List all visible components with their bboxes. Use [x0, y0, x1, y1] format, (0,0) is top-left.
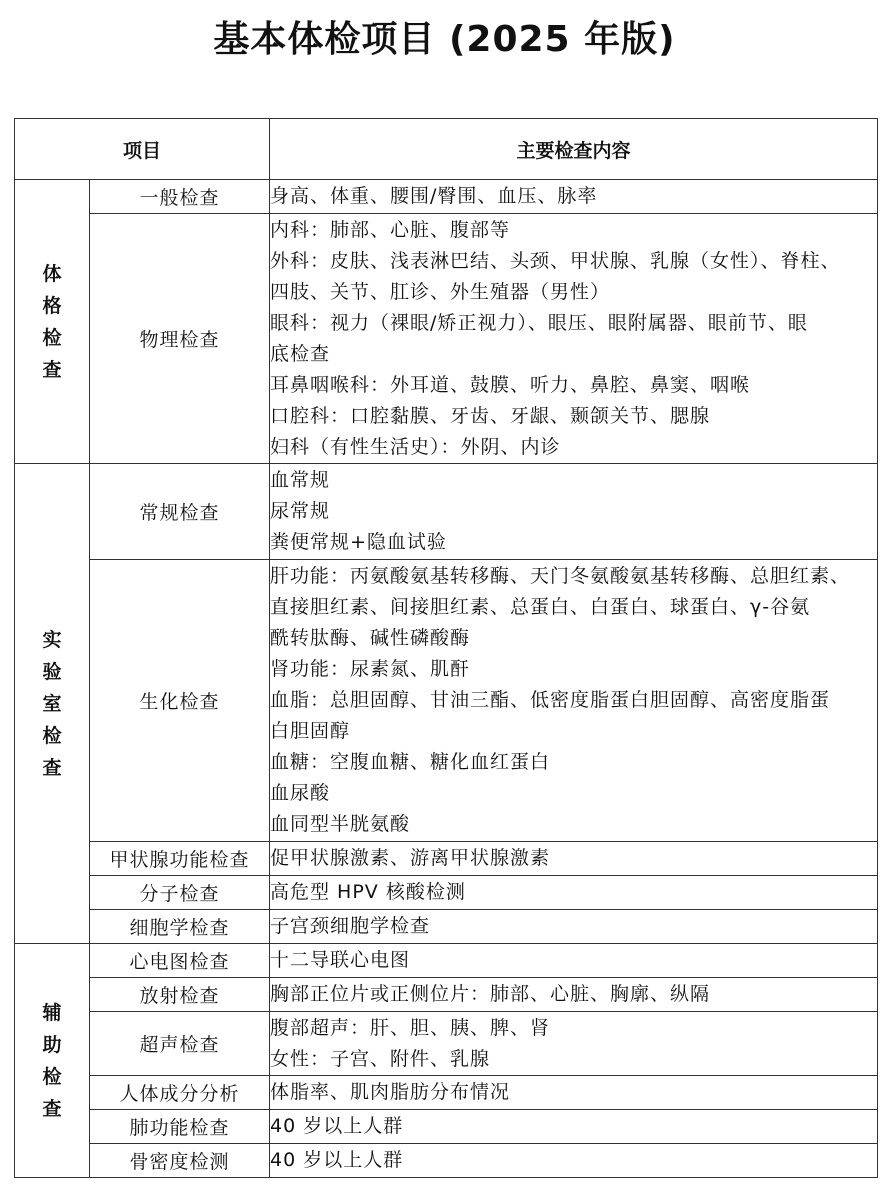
content-line: 女性：子宫、附件、乳腺 [270, 1047, 491, 1070]
content-line: 口腔科：口腔黏膜、牙齿、牙龈、颞颌关节、腮腺 [270, 404, 711, 427]
item-name-cell: 物理检查 [90, 214, 270, 464]
content-line: 白胆固醇 [270, 720, 351, 742]
header-content: 主要检查内容 [270, 119, 878, 180]
content-line: 四肢、关节、肛诊、外生殖器（男性） [270, 280, 611, 303]
item-content-cell [270, 876, 878, 910]
table-row [15, 464, 878, 560]
table-header-row [15, 119, 878, 180]
item-content-cell [270, 1144, 878, 1178]
item-name-cell: 生化检查 [90, 560, 270, 842]
content-line: 妇科（有性生活史）：外阴、内诊 [270, 435, 561, 458]
category-char: 检 [42, 724, 62, 747]
content-line: 胸部正位片或正侧位片：肺部、心脏、胸廓、纵隔 [270, 983, 711, 1005]
item-name-cell: 人体成分分析 [90, 1076, 270, 1110]
content-line: 酰转肽酶、碱性磷酸酶 [270, 627, 471, 649]
category-char: 检 [42, 1065, 62, 1088]
category-char: 格 [42, 294, 62, 317]
content-line: 肝功能：丙氨酸氨基转移酶、天门冬氨酸氨基转移酶、总胆红素、 [270, 565, 851, 587]
content-line: 耳鼻咽喉科：外耳道、鼓膜、听力、鼻腔、鼻窦、咽喉 [270, 373, 751, 396]
item-content-cell [270, 1012, 878, 1076]
content-line: 血糖：空腹血糖、糖化血红蛋白 [270, 751, 551, 773]
content-line: 血常规 [270, 469, 331, 491]
table-row [15, 180, 878, 214]
item-name-cell: 心电图检查 [90, 944, 270, 978]
category-char: 验 [42, 660, 62, 683]
content-line: 尿常规 [270, 500, 331, 522]
content-line: 体脂率、肌肉脂肪分布情况 [270, 1081, 511, 1103]
item-content-cell [270, 1110, 878, 1144]
category-char: 助 [42, 1033, 62, 1056]
category-char: 辅 [42, 1001, 62, 1024]
table-row [15, 944, 878, 978]
category-char: 室 [42, 692, 62, 715]
item-content-cell [270, 560, 878, 842]
content-line: 外科：皮肤、浅表淋巴结、头颈、甲状腺、乳腺（女性）、脊柱、 [270, 249, 841, 272]
exam-items-table [14, 118, 878, 1178]
content-line: 底检查 [270, 342, 331, 365]
content-line: 肾功能：尿素氮、肌酐 [270, 658, 471, 680]
content-line: 腹部超声：肝、胆、胰、脾、肾 [270, 1016, 551, 1039]
table-row [15, 1144, 878, 1178]
table-row [15, 978, 878, 1012]
category-char: 实 [42, 628, 62, 651]
item-name-cell: 骨密度检测 [90, 1144, 270, 1178]
content-line: 血脂：总胆固醇、甘油三酯、低密度脂蛋白胆固醇、高密度脂蛋 [270, 689, 831, 711]
item-content-cell [270, 1076, 878, 1110]
category-cell [15, 464, 90, 944]
category-cell [15, 180, 90, 464]
table-row [15, 1076, 878, 1110]
item-name-cell: 分子检查 [90, 876, 270, 910]
item-name-cell: 常规检查 [90, 464, 270, 560]
table-row [15, 1110, 878, 1144]
item-content-cell [270, 842, 878, 876]
item-content-cell [270, 910, 878, 944]
table-body [15, 180, 878, 1178]
content-line: 血尿酸 [270, 782, 331, 804]
content-line: 40 岁以上人群 [270, 1149, 404, 1171]
item-content-cell [270, 978, 878, 1012]
content-line: 血同型半胱氨酸 [270, 813, 411, 835]
item-name-cell: 超声检查 [90, 1012, 270, 1076]
content-line: 粪便常规+隐血试验 [270, 531, 447, 553]
page-title: 基本体检项目 (2025 年版) [213, 19, 676, 60]
category-cell [15, 944, 90, 1178]
category-char: 查 [42, 358, 62, 381]
category-char: 查 [42, 1097, 62, 1120]
category-char: 体 [42, 262, 62, 285]
content-line: 促甲状腺激素、游离甲状腺激素 [270, 847, 551, 869]
item-content-cell [270, 180, 878, 214]
category-char: 检 [42, 326, 62, 349]
content-line: 眼科：视力（裸眼/矫正视力）、眼压、眼附属器、眼前节、眼 [270, 311, 808, 334]
item-name-cell: 细胞学检查 [90, 910, 270, 944]
header-item: 项目 [15, 119, 270, 180]
table-row [15, 214, 878, 464]
content-line: 直接胆红素、间接胆红素、总蛋白、白蛋白、球蛋白、γ-谷氨 [270, 596, 811, 618]
category-char: 查 [42, 756, 62, 779]
content-line: 40 岁以上人群 [270, 1115, 404, 1137]
item-content-cell [270, 214, 878, 464]
table-row [15, 910, 878, 944]
table-row [15, 560, 878, 842]
item-name-cell: 甲状腺功能检查 [90, 842, 270, 876]
content-line: 子宫颈细胞学检查 [270, 915, 431, 937]
item-name-cell: 放射检查 [90, 978, 270, 1012]
item-content-cell [270, 944, 878, 978]
content-line: 十二导联心电图 [270, 949, 411, 971]
item-content-cell [270, 464, 878, 560]
content-line: 高危型 HPV 核酸检测 [270, 881, 466, 903]
table-row [15, 842, 878, 876]
item-name-cell: 肺功能检查 [90, 1110, 270, 1144]
table-row [15, 1012, 878, 1076]
content-line: 身高、体重、腰围/臀围、血压、脉率 [270, 185, 598, 207]
item-name-cell: 一般检查 [90, 180, 270, 214]
table-row [15, 876, 878, 910]
content-line: 内科：肺部、心脏、腹部等 [270, 218, 511, 241]
